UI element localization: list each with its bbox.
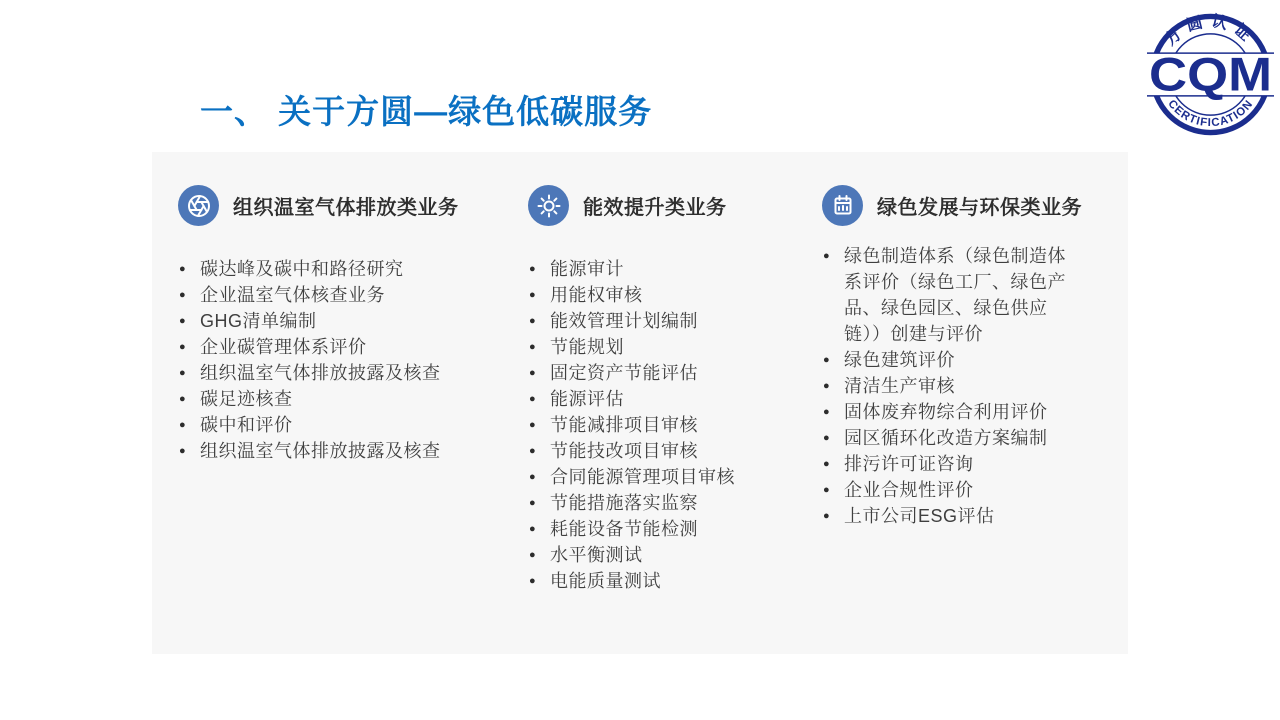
cqm-logo <box>1147 4 1274 145</box>
list-item: ● 碳足迹核查 <box>178 386 528 412</box>
page-title: 一、 关于方圆—绿色低碳服务 <box>200 93 653 130</box>
column-title: 组织温室气体排放类业务 <box>233 197 459 219</box>
list-item: ● 节能减排项目审核 <box>528 412 822 438</box>
service-list <box>822 243 1110 529</box>
list-item: ● 水平衡测试 <box>528 542 822 568</box>
list-item: ● 节能措施落实监察 <box>528 490 822 516</box>
column-title: 绿色发展与环保类业务 <box>877 197 1082 219</box>
list-item: ● 能效管理计划编制 <box>528 308 822 334</box>
list-item: ● 绿色建筑评价 <box>822 347 1084 373</box>
column-ghg-emission <box>178 185 528 654</box>
list-item: ● 碳中和评价 <box>178 412 528 438</box>
service-list <box>528 256 822 594</box>
list-item: ● 上市公司ESG评估 <box>822 503 1084 529</box>
column-energy-efficiency <box>528 185 822 654</box>
list-item: ● 组织温室气体排放披露及核查 <box>178 438 528 464</box>
column-green-development <box>822 185 1110 654</box>
calendar-icon <box>831 194 855 218</box>
list-item: ● 固定资产节能评估 <box>528 360 822 386</box>
list-item: ● 绿色制造体系（绿色制造体系评价（绿色工厂、绿色产品、绿色园区、绿色供应链））创建与评价 <box>822 243 1084 347</box>
content-panel <box>152 152 1128 654</box>
list-item: ● 清洁生产审核 <box>822 373 1084 399</box>
list-item: ● 企业碳管理体系评价 <box>178 334 528 360</box>
list-item: ● 节能技改项目审核 <box>528 438 822 464</box>
column-header <box>822 185 1110 226</box>
list-item: ● 耗能设备节能检测 <box>528 516 822 542</box>
list-item: ● GHG清单编制 <box>178 308 528 334</box>
list-item: ● 企业合规性评价 <box>822 477 1084 503</box>
logo-bottom-text: CERTIFICATION <box>1165 97 1256 130</box>
aperture-icon <box>187 194 211 218</box>
column-title: 能效提升类业务 <box>583 197 727 219</box>
list-item: ● 电能质量测试 <box>528 568 822 594</box>
service-list <box>178 256 528 464</box>
list-item: ● 园区循环化改造方案编制 <box>822 425 1084 451</box>
list-item: ● 碳达峰及碳中和路径研究 <box>178 256 528 282</box>
logo-top-text: 方圆认证 <box>1161 12 1260 50</box>
list-item: ● 用能权审核 <box>528 282 822 308</box>
list-item: ● 企业温室气体核查业务 <box>178 282 528 308</box>
logo-center-text: CQM <box>1148 48 1273 102</box>
cqm-seal-icon <box>1147 4 1274 145</box>
list-item: ● 节能规划 <box>528 334 822 360</box>
column-header <box>178 185 528 226</box>
list-item: ● 合同能源管理项目审核 <box>528 464 822 490</box>
sun-icon <box>537 194 561 218</box>
list-item: ● 固体废弃物综合利用评价 <box>822 399 1084 425</box>
list-item: ● 能源评估 <box>528 386 822 412</box>
list-item: ● 排污许可证咨询 <box>822 451 1084 477</box>
list-item: ● 能源审计 <box>528 256 822 282</box>
column-header <box>528 185 822 226</box>
list-item: ● 组织温室气体排放披露及核查 <box>178 360 528 386</box>
